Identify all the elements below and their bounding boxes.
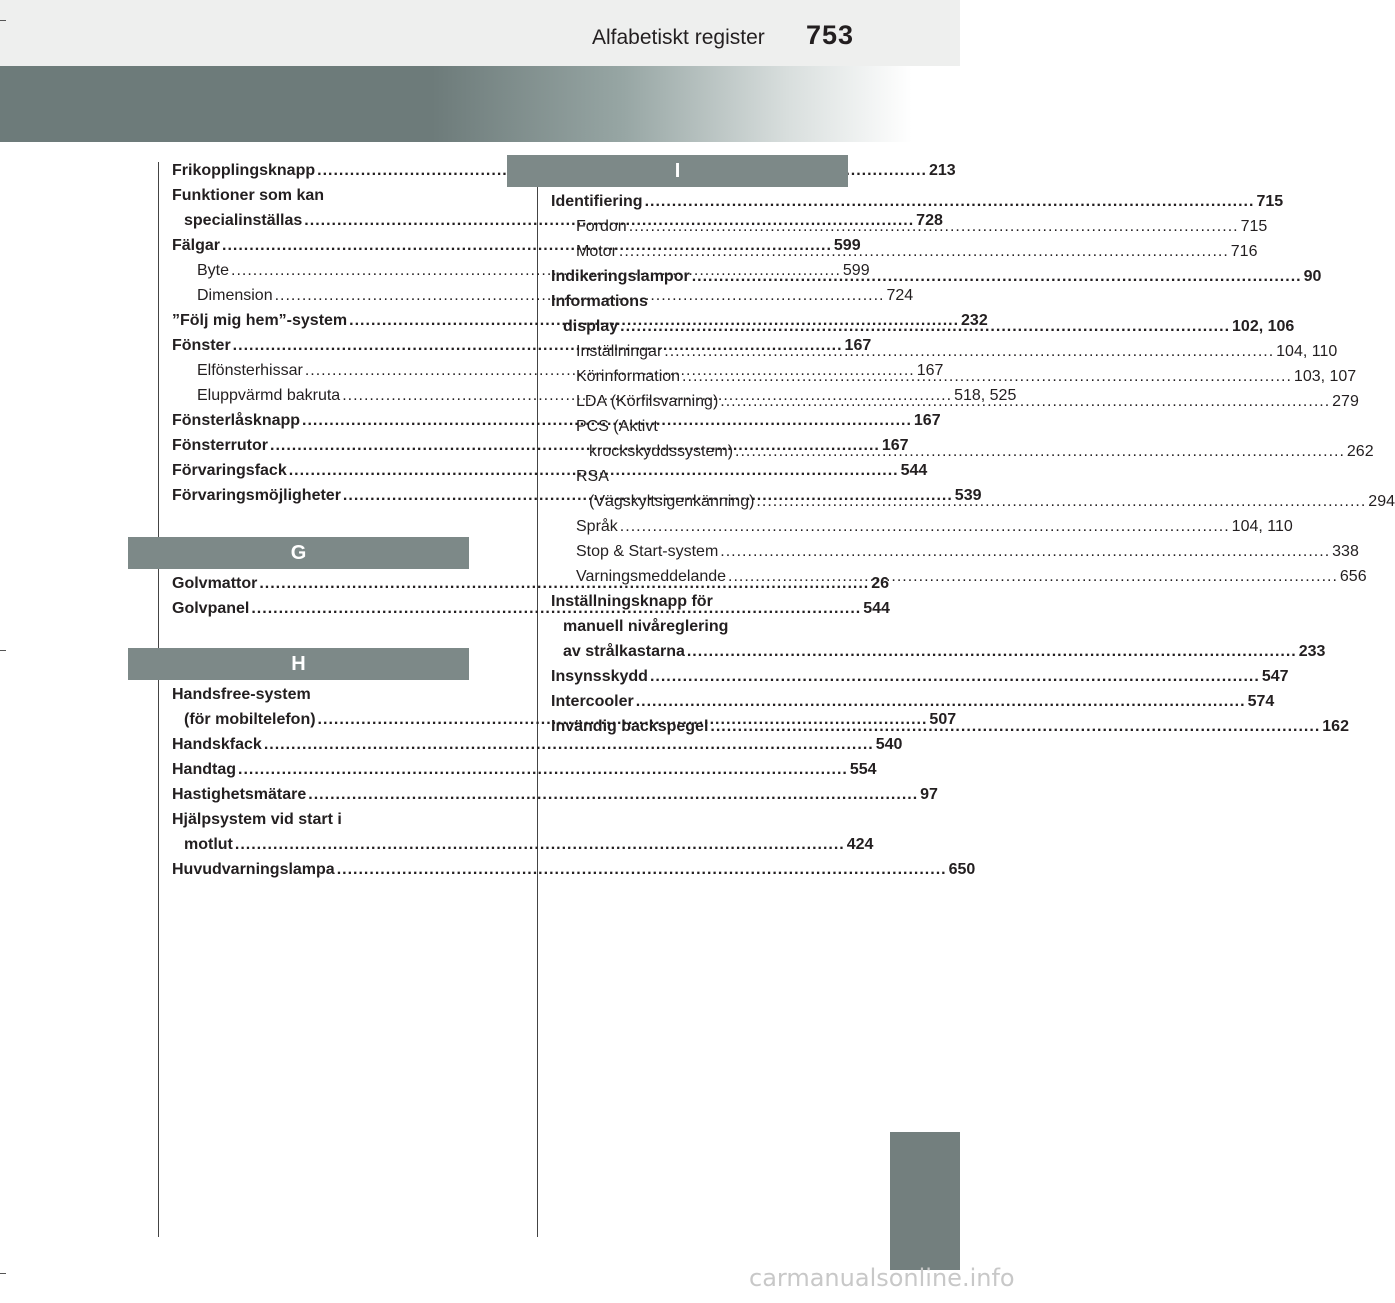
entry-label: Handtag: [172, 761, 236, 778]
footer-watermark: carmanualsonline.info: [749, 1264, 1015, 1292]
leader-dots: [619, 239, 1229, 264]
entry-label: LDA (Körfilsvarning): [576, 393, 719, 410]
entry-page-number: 233: [1298, 643, 1326, 660]
section-heading-i: I: [507, 155, 848, 187]
index-entry: [172, 158, 956, 183]
leader-dots: [664, 339, 1274, 364]
entry-page-number: 104, 110: [1231, 518, 1293, 535]
entry-page-number: 539: [954, 487, 982, 504]
entry-label: specialinställas: [184, 212, 303, 229]
entry-page-number: 715: [1240, 218, 1268, 235]
entry-label: Eluppvärmd bakruta: [197, 387, 341, 404]
entry-page-number: 650: [948, 861, 976, 878]
entry-page-number: 574: [1247, 693, 1275, 710]
entry-label: Handskfack: [172, 736, 262, 753]
leader-dots: [710, 714, 1320, 739]
entry-page-number: 167: [881, 437, 909, 454]
entry-label: Huvudvarningslampa: [172, 861, 335, 878]
entry-label: (för mobiltelefon): [184, 711, 316, 728]
leader-dots: [629, 214, 1239, 239]
entry-label: Invändig backspegel: [551, 718, 709, 735]
index-entry: [551, 189, 1284, 214]
entry-label: Intercooler: [551, 693, 634, 710]
entry-label: Varningsmeddelande: [576, 568, 727, 585]
entry-page-number: 554: [849, 761, 877, 778]
entry-page-number: 262: [1346, 443, 1374, 460]
index-entry: [172, 682, 468, 707]
entry-page-number: 715: [1256, 193, 1284, 210]
entry-label: Frikopplingsknapp: [172, 162, 316, 179]
index-entry: [172, 807, 468, 832]
entry-label: manuell nivåreglering: [563, 618, 729, 635]
entry-label: display: [563, 318, 619, 335]
entry-label: Funktioner som kan: [172, 187, 325, 204]
entry-label: Byte: [197, 262, 230, 279]
leader-dots: [735, 439, 1345, 464]
entry-label: krockskyddssystem): [589, 443, 734, 460]
entry-page-number: 213: [929, 162, 956, 179]
leader-dots: [650, 664, 1260, 689]
entry-page-number: 728: [916, 212, 943, 229]
section-title: Alfabetiskt register: [592, 26, 765, 49]
leader-dots: [308, 782, 918, 807]
leader-dots: [620, 514, 1230, 539]
header-band: [0, 66, 960, 142]
index-entry: [551, 514, 1293, 539]
entry-label: Förvaringsfack: [172, 462, 287, 479]
entry-page-number: 90: [1303, 268, 1322, 285]
entry-label: Stop & Start-system: [576, 543, 719, 560]
entry-page-number: 103, 107: [1293, 368, 1357, 385]
entry-label: Fälgar: [172, 237, 221, 254]
leader-dots: [238, 757, 848, 782]
entry-page-number: 294: [1368, 493, 1395, 510]
entry-page-number: 656: [1339, 568, 1367, 585]
entry-label: RSA: [576, 468, 609, 485]
leader-dots: [692, 264, 1302, 289]
index-entry: [551, 689, 1275, 714]
entry-page-number: 338: [1332, 543, 1359, 560]
index-entry: [551, 464, 847, 489]
entry-page-number: 102, 106: [1232, 318, 1295, 335]
index-entry: [551, 639, 1326, 664]
leader-dots: [720, 539, 1330, 564]
entry-page-number: 167: [913, 412, 941, 429]
entry-page-number: 232: [961, 312, 988, 329]
index-entry: [172, 183, 468, 208]
entry-label: Elfönsterhissar: [197, 362, 303, 379]
entry-label: Insynsskydd: [551, 668, 648, 685]
entry-page-number: 716: [1230, 243, 1258, 260]
entry-page-number: 599: [833, 237, 861, 254]
entry-label: Dimension: [197, 287, 273, 304]
entry-label: Identifiering: [551, 193, 643, 210]
entry-label: Fönsterrutor: [172, 437, 268, 454]
section-heading-h: H: [128, 648, 469, 680]
index-entry: [551, 664, 1289, 689]
entry-page-number: 724: [886, 287, 914, 304]
leader-dots: [682, 364, 1292, 389]
index-entry: [551, 614, 847, 639]
entry-label: ”Följ mig hem”-system: [172, 312, 348, 329]
entry-label: Förvaringsmöjligheter: [172, 487, 341, 504]
column-divider: [158, 162, 159, 1237]
crop-mark: [0, 20, 6, 21]
entry-page-number: 162: [1322, 718, 1349, 735]
index-entry: [172, 857, 976, 882]
crop-mark: [0, 650, 6, 651]
leader-dots: [728, 564, 1338, 589]
entry-label: Fordon: [576, 218, 627, 235]
leader-dots: [235, 832, 845, 857]
entry-page-number: 544: [900, 462, 928, 479]
entry-page-number: 167: [844, 337, 872, 354]
leader-dots: [645, 189, 1255, 214]
entry-label: av strålkastarna: [563, 643, 685, 660]
leader-dots: [636, 689, 1246, 714]
entry-page-number: 544: [863, 600, 890, 617]
leader-dots: [687, 639, 1297, 664]
entry-label: Inställningsknapp för: [551, 593, 713, 610]
section-heading-g: G: [128, 537, 469, 569]
index-entry: [551, 589, 847, 614]
entry-label: Golvmattor: [172, 575, 258, 592]
index-entry: [172, 732, 903, 757]
index-entry: [551, 289, 847, 314]
entry-label: Språk: [576, 518, 618, 535]
index-entry: [551, 539, 1359, 564]
entry-label: Inställningar: [576, 343, 663, 360]
page-number: 753: [806, 20, 855, 50]
index-entry: [551, 414, 847, 439]
entry-label: Golvpanel: [172, 600, 250, 617]
entry-page-number: 279: [1332, 393, 1359, 410]
chapter-tab: [890, 1132, 960, 1270]
entry-page-number: 518, 525: [954, 387, 1017, 404]
entry-page-number: 540: [875, 736, 903, 753]
entry-label: Fönster: [172, 337, 231, 354]
index-entry: [172, 782, 938, 807]
entry-page-number: 599: [842, 262, 870, 279]
entry-page-number: 507: [929, 711, 957, 728]
leader-dots: [756, 489, 1366, 514]
leader-dots: [620, 314, 1230, 339]
entry-page-number: 547: [1261, 668, 1289, 685]
entry-label: Motor: [576, 243, 617, 260]
entry-label: PCS (Aktivt: [576, 418, 658, 435]
entry-label: Indikeringslampor: [551, 268, 690, 285]
entry-label: Informations: [551, 293, 648, 310]
entry-page-number: 424: [846, 836, 874, 853]
entry-page-number: 97: [920, 786, 938, 803]
entry-label: (Vägskyltsigenkänning): [589, 493, 755, 510]
entry-label: Körinformation: [576, 368, 681, 385]
entry-label: Fönsterlåsknapp: [172, 412, 301, 429]
entry-page-number: 104, 110: [1276, 343, 1338, 360]
leader-dots: [337, 857, 947, 882]
entry-label: motlut: [184, 836, 233, 853]
entry-label: Hastighetsmätare: [172, 786, 307, 803]
leader-dots: [720, 389, 1330, 414]
entry-page-number: 167: [916, 362, 944, 379]
crop-mark: [0, 1273, 6, 1274]
entry-page-number: 26: [871, 575, 890, 592]
entry-label: Hjälpsystem vid start i: [172, 811, 342, 828]
entry-label: Handsfree-system: [172, 686, 311, 703]
index-entry: [172, 832, 874, 857]
index-entry: [172, 757, 877, 782]
